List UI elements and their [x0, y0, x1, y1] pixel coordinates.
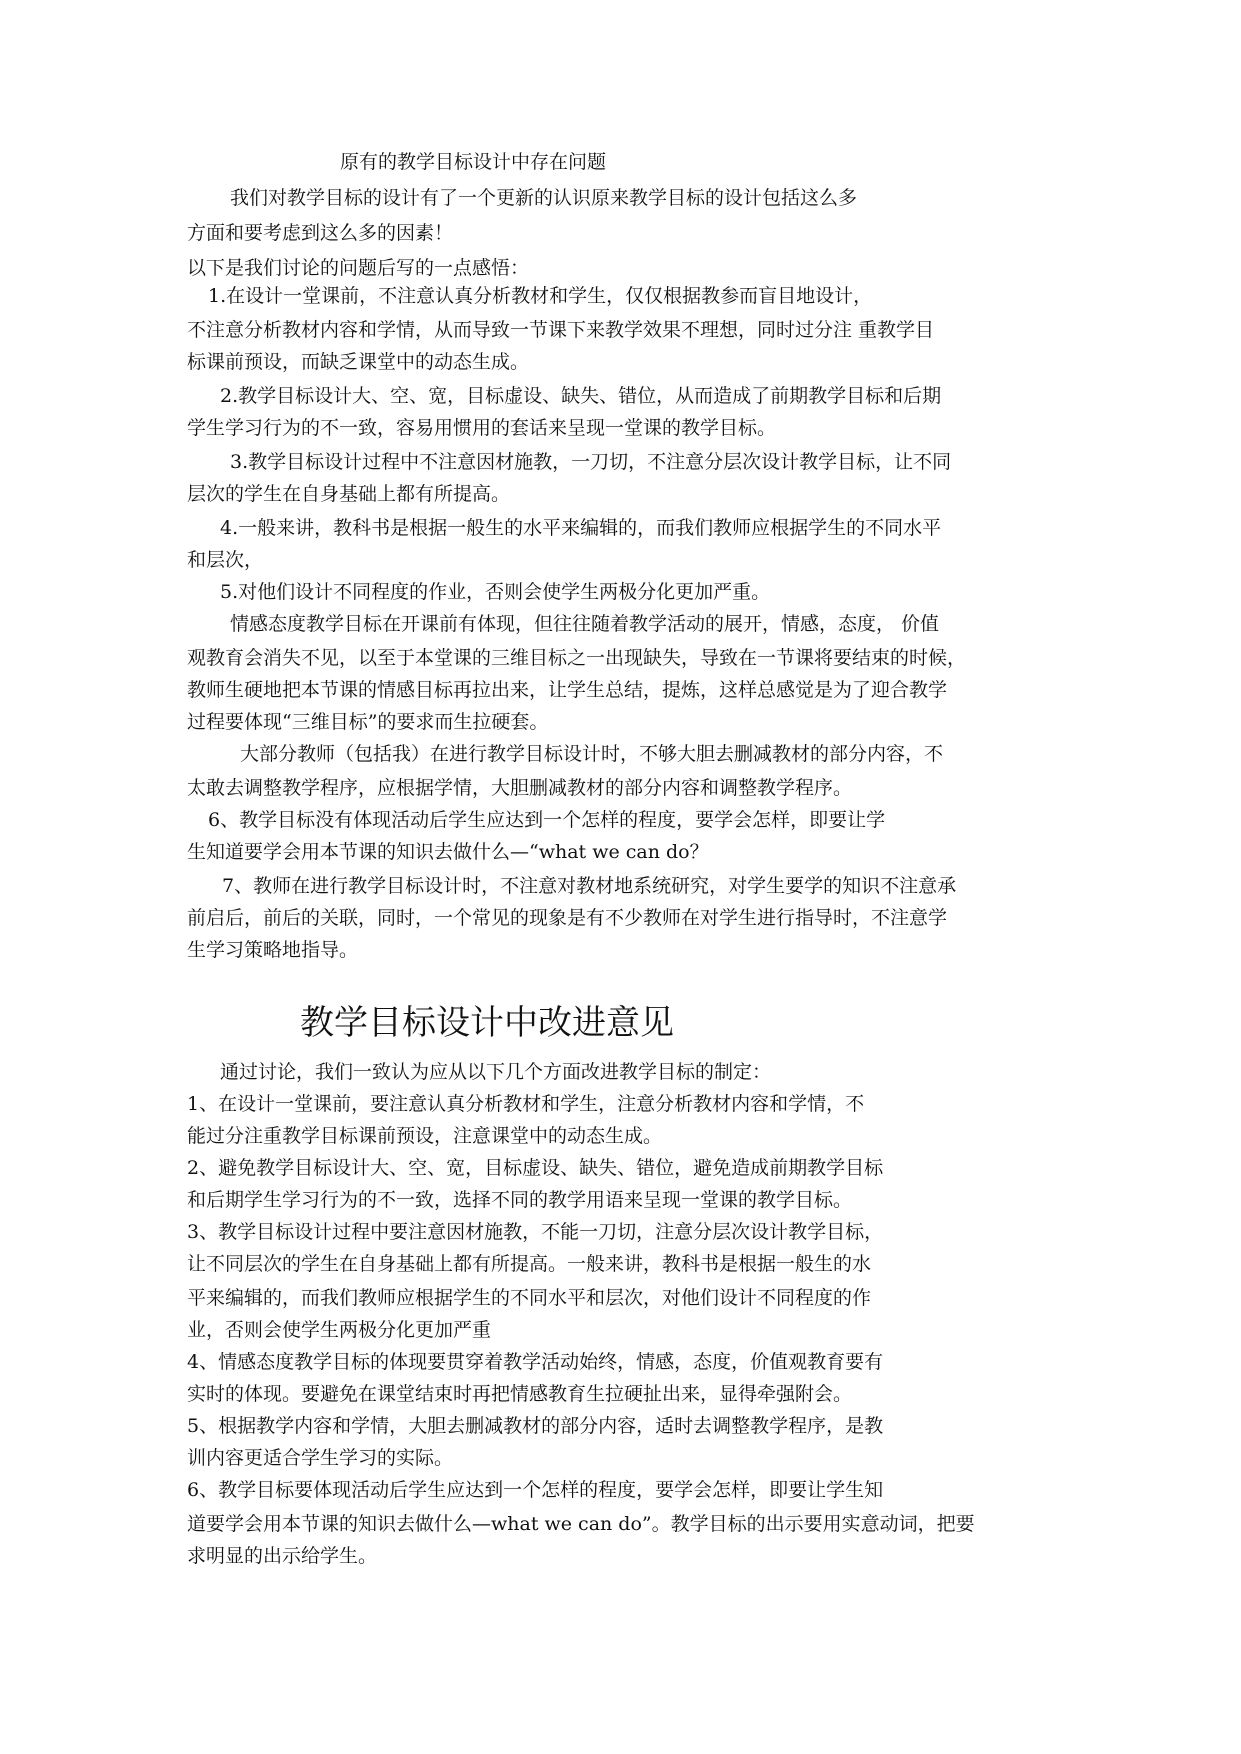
section2-line: 能过分注重教学目标课前预设，注意课堂中的动态生成。 — [187, 1125, 663, 1147]
section1-line: 4.一般来讲，教科书是根据一般生的水平来编辑的，而我们教师应根据学生的不同水平 — [220, 517, 942, 539]
section1-line: 观教育会消失不见，以至于本堂课的三维目标之一出现缺失，导致在一节课将要结束的时候， — [187, 647, 967, 669]
section2-line: 1、在设计一堂课前，要注意认真分析教材和学生，注意分析教材内容和学情，不 — [187, 1093, 865, 1115]
section1-line: 方面和要考虑到这么多的因素！ — [187, 222, 454, 244]
section1-line: 和层次， — [187, 549, 264, 571]
section1-line: 过程要体现“三维目标”的要求而生拉硬套。 — [187, 711, 549, 733]
section2-line: 通过讨论，我们一致认为应从以下几个方面改进教学目标的制定： — [220, 1061, 772, 1083]
section2-line: 求明显的出示给学生。 — [187, 1545, 378, 1567]
section1-line: 太敢去调整教学程序，应根据学情，大胆删减教材的部分内容和调整教学程序。 — [187, 777, 853, 799]
section2-line: 实时的体现。要避免在课堂结束时再把情感教育生拉硬扯出来，显得牵强附会。 — [187, 1383, 853, 1405]
section2-line: 6、教学目标要体现活动后学生应达到一个怎样的程度，要学会怎样，即要让学生知 — [187, 1479, 884, 1501]
section2-line: 5、根据教学内容和学情，大胆去删减教材的部分内容，适时去调整教学程序，是教 — [187, 1415, 884, 1437]
section1-line: 6、教学目标没有体现活动后学生应达到一个怎样的程度，要学会怎样，即要让学 — [208, 809, 886, 831]
section1-line: 学生学习行为的不一致，容易用惯用的套话来呈现一堂课的教学目标。 — [187, 417, 777, 439]
section1-line: 2.教学目标设计大、空、宽，目标虚设、缺失、错位，从而造成了前期教学目标和后期 — [220, 385, 942, 407]
section2-line: 2、避免教学目标设计大、空、宽，目标虚设、缺失、错位，避免造成前期教学目标 — [187, 1157, 884, 1179]
section1-line: 前启后，前后的关联，同时，一个常见的现象是有不少教师在对学生进行指导时，不注意学 — [187, 907, 948, 929]
section2-line: 4、情感态度教学目标的体现要贯穿着教学活动始终，情感，态度，价值观教育要有 — [187, 1351, 884, 1373]
section1-line: 5.对他们设计不同程度的作业，否则会使学生两极分化更加严重。 — [220, 581, 771, 603]
section2-line: 训内容更适合学生学习的实际。 — [187, 1447, 454, 1469]
section2-title: 教学目标设计中改进意见 — [300, 1003, 674, 1043]
section1-line: 标课前预设，而缺乏课堂中的动态生成。 — [187, 351, 530, 373]
section1-line: 教师生硬地把本节课的情感目标再拉出来，让学生总结，提炼，这样总感觉是为了迎合教学 — [187, 679, 948, 701]
section2-line: 平来编辑的，而我们教师应根据学生的不同水平和层次，对他们设计不同程度的作 — [187, 1287, 872, 1309]
section1-line: 7、教师在进行教学目标设计时，不注意对教材地系统研究，对学生要学的知识不注意承 — [222, 875, 957, 897]
section1-line: 不注意分析教材内容和学情，从而导致一节课下来教学效果不理想，同时过分注 重教学目 — [187, 319, 935, 341]
section1-line: 以下是我们讨论的问题后写的一点感悟： — [187, 257, 530, 279]
section1-title: 原有的教学目标设计中存在问题 — [340, 151, 607, 173]
section1-line: 大部分教师（包括我）在进行教学目标设计时，不够大胆去删减教材的部分内容，不 — [240, 743, 944, 765]
section2-line: 3、教学目标设计过程中要注意因材施教，不能一刀切，注意分层次设计教学目标， — [187, 1221, 884, 1243]
section1-line: 层次的学生在自身基础上都有所提高。 — [187, 483, 511, 505]
section1-line: 1.在设计一堂课前，不注意认真分析教材和学生，仅仅根据教参而盲目地设计， — [208, 285, 873, 307]
section1-line: 生知道要学会用本节课的知识去做什么—“what we can do？ — [187, 841, 709, 863]
section2-line: 让不同层次的学生在自身基础上都有所提高。一般来讲，教科书是根据一般生的水 — [187, 1253, 872, 1275]
section2-line: 道要学会用本节课的知识去做什么—what we can do”。教学目标的出示要用实意动词，把要 — [187, 1513, 975, 1535]
section1-line: 情感态度教学目标在开课前有体现，但往往随着教学活动的展开，情感，态度， 价值 — [230, 613, 940, 635]
section2-line: 业，否则会使学生两极分化更加严重 — [187, 1319, 492, 1341]
section1-line: 3.教学目标设计过程中不注意因材施教，一刀切，不注意分层次设计教学目标，让不同 — [230, 451, 952, 473]
section2-line: 和后期学生学习行为的不一致，选择不同的教学用语来呈现一堂课的教学目标。 — [187, 1189, 853, 1211]
section1-line: 生学习策略地指导。 — [187, 939, 359, 961]
section1-line: 我们对教学目标的设计有了一个更新的认识原来教学目标的设计包括这么多 — [230, 187, 858, 209]
